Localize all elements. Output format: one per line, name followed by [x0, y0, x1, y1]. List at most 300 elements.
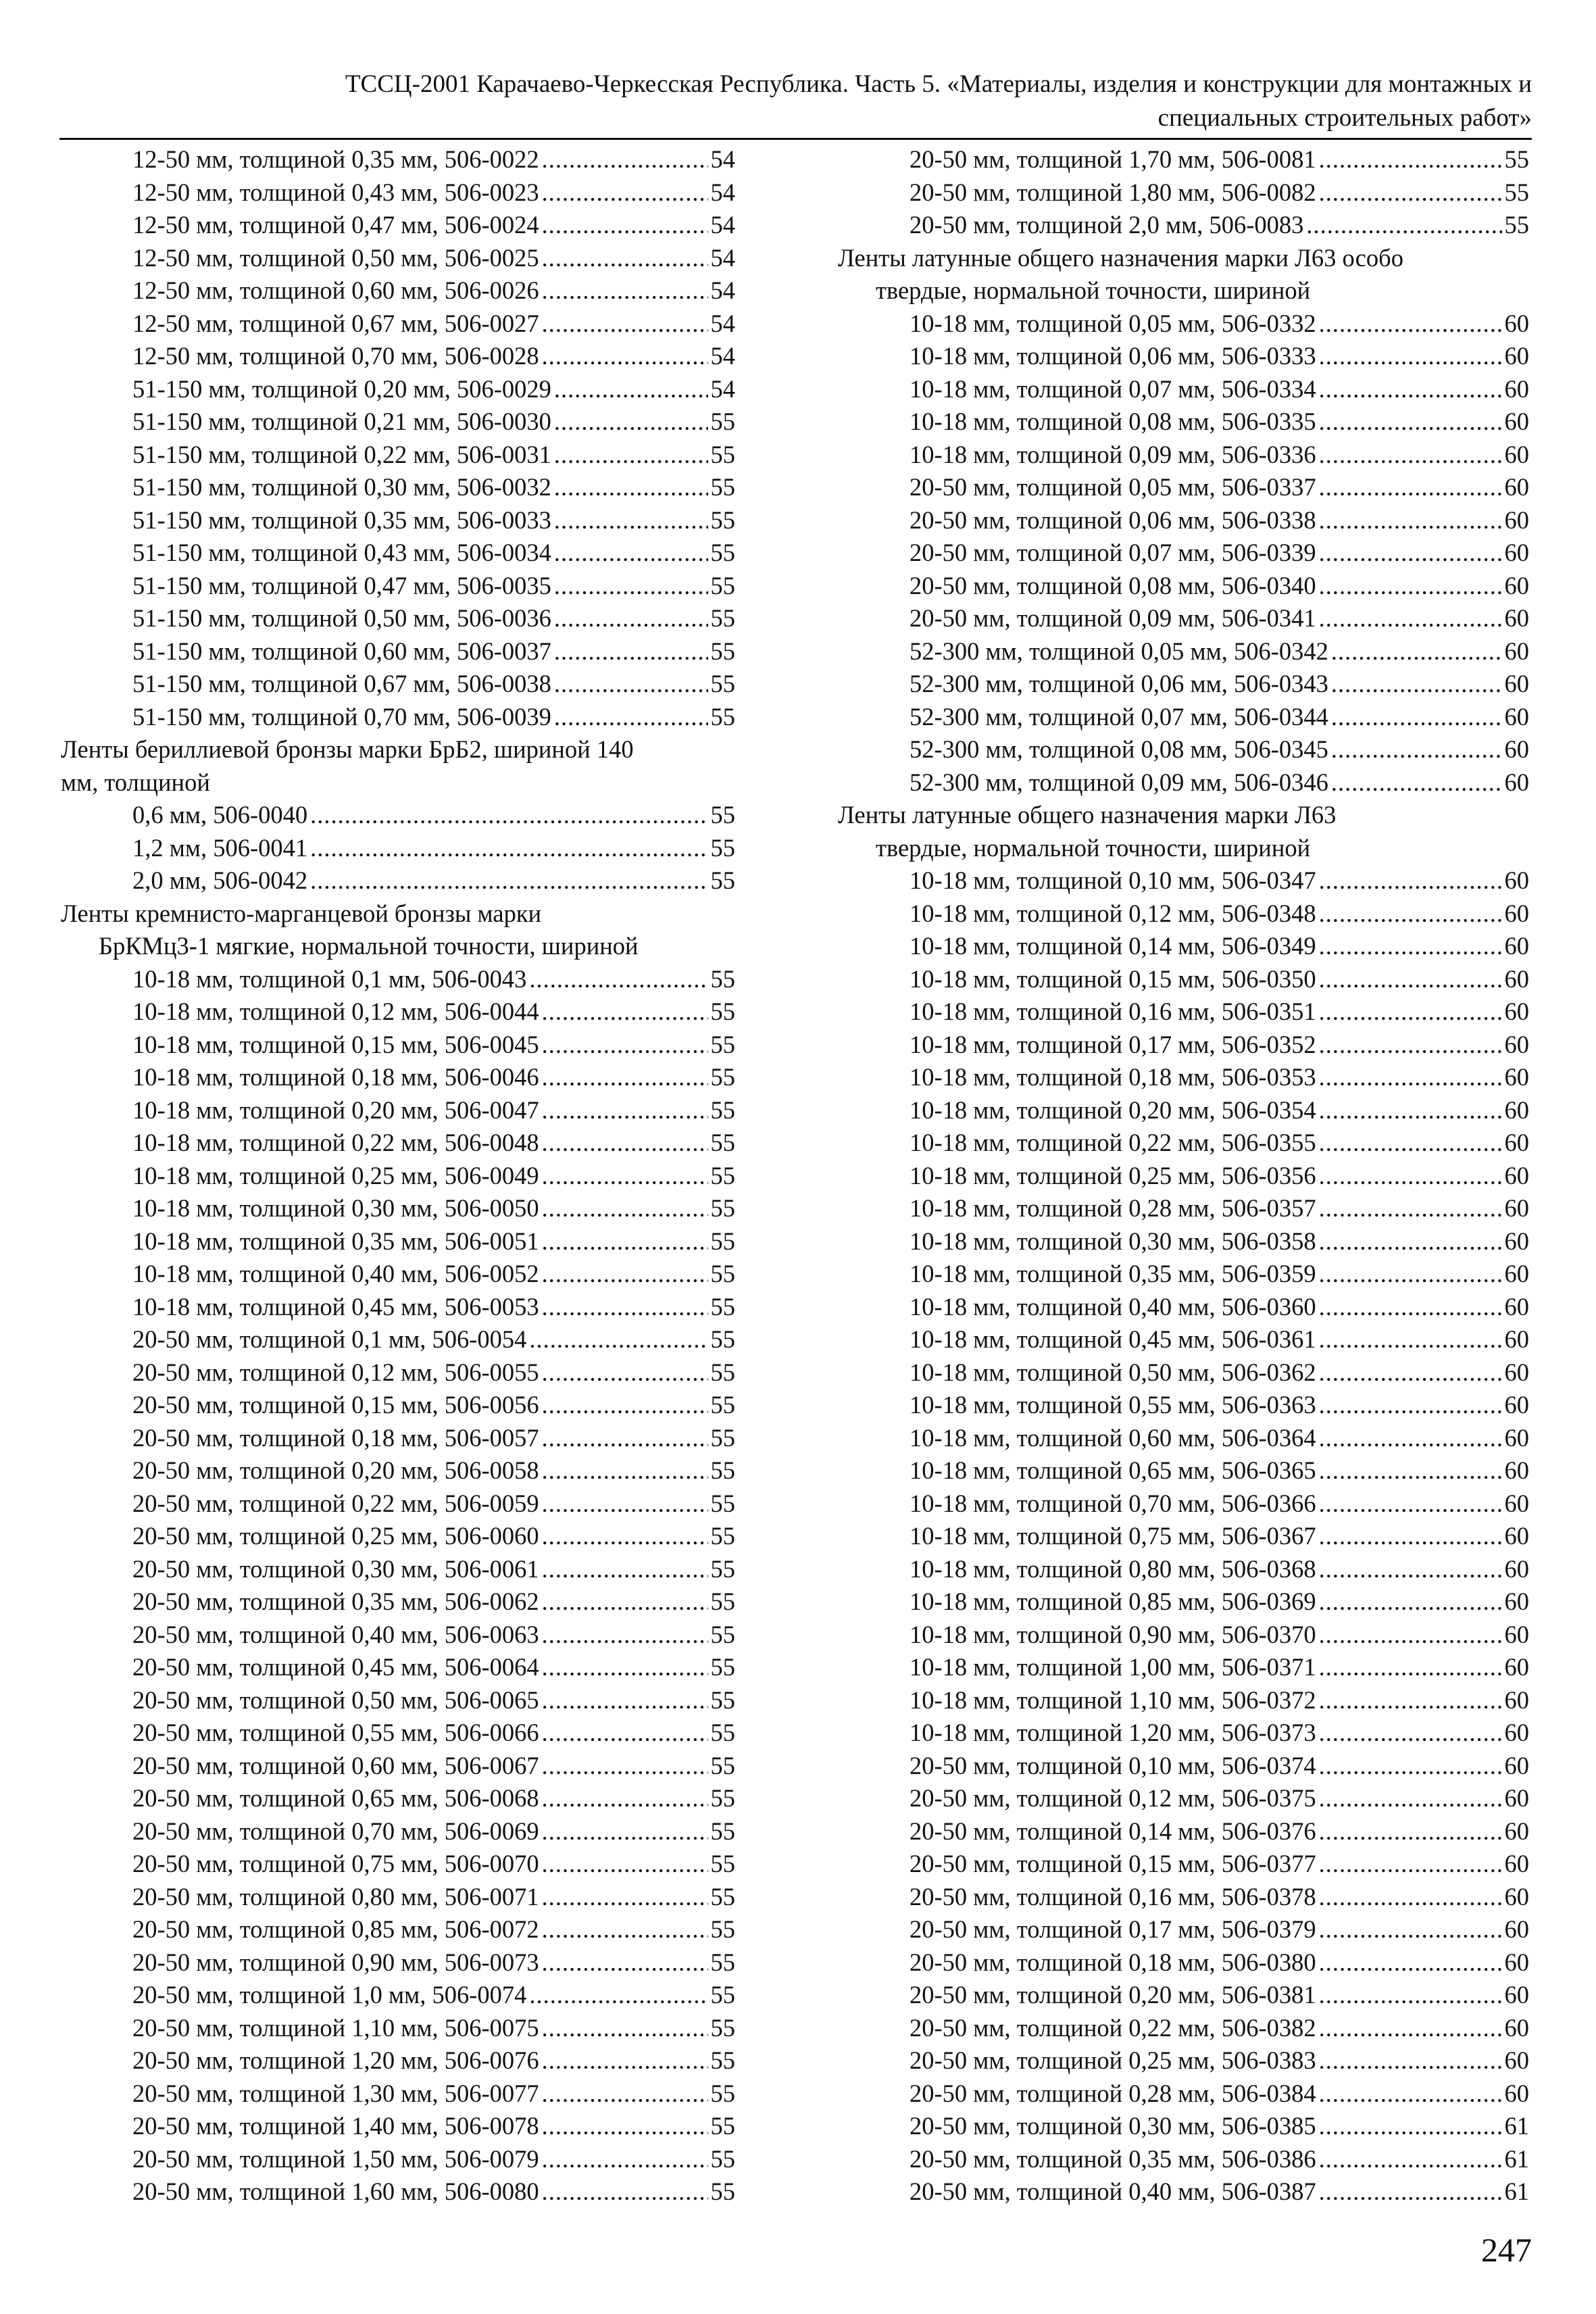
- section-heading: Ленты латунные общего назначения марки Л63 особо: [838, 243, 1403, 272]
- entry-text: 20-50 мм, толщиной 0,12 мм, 506-0375: [909, 1784, 1316, 1812]
- index-entry: [61, 1815, 735, 1848]
- dot-leader: [1319, 1127, 1502, 1160]
- index-entry: [838, 307, 1529, 341]
- entry-text: 51-150 мм, толщиной 0,60 мм, 506-0037: [132, 637, 551, 665]
- index-entry: [838, 1094, 1529, 1127]
- dot-leader: [542, 274, 708, 307]
- entry-text: 20-50 мм, толщиной 1,30 мм, 506-0077: [132, 2079, 539, 2107]
- entry-text: 20-50 мм, толщиной 1,20 мм, 506-0076: [132, 2046, 539, 2074]
- entry-page-ref: 60: [1504, 539, 1529, 566]
- dot-leader: [542, 995, 708, 1029]
- dot-leader: [1331, 733, 1502, 766]
- dot-leader: [554, 668, 708, 701]
- entry-text: 20-50 мм, толщиной 1,80 мм, 506-0082: [909, 178, 1316, 206]
- index-entry: [61, 1389, 735, 1422]
- entry-page-ref: 55: [710, 1489, 735, 1517]
- index-entry: [61, 143, 735, 176]
- entry-text: 20-50 мм, толщиной 0,90 мм, 506-0073: [132, 1948, 539, 1976]
- entry-text: 10-18 мм, толщиной 0,40 мм, 506-0360: [909, 1292, 1316, 1321]
- entry-page-ref: 55: [710, 1260, 735, 1287]
- index-entry: [838, 2143, 1529, 2176]
- index-entry: [61, 2044, 735, 2077]
- entry-text: 20-50 мм, толщиной 2,0 мм, 506-0083: [909, 211, 1304, 239]
- entry-page-ref: 60: [1504, 1554, 1529, 1583]
- section-heading: Ленты кремнисто-марганцевой бронзы марки: [61, 899, 542, 927]
- index-entry: [61, 1356, 735, 1389]
- index-entry: [838, 373, 1529, 406]
- dot-leader: [554, 405, 708, 439]
- dot-leader: [542, 1520, 708, 1553]
- entry-text: 20-50 мм, толщиной 0,25 мм, 506-0383: [909, 2046, 1316, 2074]
- dot-leader: [1306, 209, 1501, 242]
- index-entry: [61, 1979, 735, 2012]
- entry-text: 10-18 мм, толщиной 0,30 мм, 506-0358: [909, 1227, 1316, 1255]
- dot-leader: [542, 1848, 708, 1881]
- section-heading-continued: твердые, нормальной точности, шириной: [876, 276, 1311, 304]
- dot-leader: [1319, 1291, 1502, 1324]
- index-entry: [61, 1717, 735, 1750]
- index-entry: [61, 799, 735, 832]
- entry-page-ref: 55: [710, 1325, 735, 1353]
- index-entry: [61, 2175, 735, 2209]
- index-entry: [838, 143, 1529, 176]
- entry-page-ref: 60: [1504, 964, 1529, 993]
- entry-page-ref: 55: [710, 702, 735, 731]
- index-entry: [838, 963, 1529, 996]
- entry-text: 12-50 мм, толщиной 0,70 мм, 506-0028: [132, 342, 539, 370]
- index-entry: [61, 1782, 735, 1815]
- entry-page-ref: 60: [1504, 571, 1529, 599]
- entry-text: 20-50 мм, толщиной 0,12 мм, 506-0055: [132, 1358, 539, 1386]
- dot-leader: [1319, 1487, 1502, 1521]
- index-entry: [838, 930, 1529, 963]
- entry-page-ref: 60: [1504, 866, 1529, 894]
- dot-leader: [542, 1061, 708, 1094]
- entry-page-ref: 60: [1504, 1653, 1529, 1681]
- entry-page-ref: 60: [1504, 1456, 1529, 1484]
- index-entry: [61, 274, 735, 307]
- entry-text: 20-50 мм, толщиной 0,55 мм, 506-0066: [132, 1719, 539, 1746]
- dot-leader: [1319, 897, 1502, 931]
- index-entry: [838, 635, 1529, 668]
- index-entry: [61, 1553, 735, 1586]
- entry-text: 20-50 мм, толщиной 0,1 мм, 506-0054: [132, 1325, 527, 1353]
- entry-text: 10-18 мм, толщиной 0,08 мм, 506-0335: [909, 408, 1316, 435]
- entry-text: 20-50 мм, толщиной 0,14 мм, 506-0376: [909, 1817, 1316, 1845]
- index-entry: [838, 1585, 1529, 1619]
- entry-text: 10-18 мм, толщиной 0,14 мм, 506-0349: [909, 932, 1316, 960]
- index-entry: [838, 209, 1529, 242]
- entry-page-ref: 60: [1504, 342, 1529, 370]
- dot-leader: [542, 176, 708, 210]
- entry-text: 10-18 мм, толщиной 0,12 мм, 506-0348: [909, 899, 1316, 927]
- dot-leader: [1319, 1848, 1502, 1881]
- entry-text: 2,0 мм, 506-0042: [132, 866, 308, 894]
- dot-leader: [1319, 504, 1502, 537]
- index-entry: [838, 2077, 1529, 2111]
- index-entry: [838, 570, 1529, 603]
- dot-leader: [529, 1979, 707, 2012]
- entry-text: 52-300 мм, толщиной 0,09 мм, 506-0346: [909, 768, 1328, 796]
- section-heading: мм, толщиной: [61, 768, 210, 796]
- entry-page-ref: 54: [710, 309, 735, 337]
- dot-leader: [542, 1454, 708, 1487]
- entry-page-ref: 60: [1504, 1948, 1529, 1976]
- index-entry: [61, 1619, 735, 1652]
- running-header-line-1: ТССЦ-2001 Карачаево-Черкесская Республика. Часть 5. «Материалы, изделия и конструкции для монтажных и: [345, 70, 1532, 98]
- index-entry: [838, 1487, 1529, 1521]
- entry-text: 10-18 мм, толщиной 0,70 мм, 506-0366: [909, 1489, 1316, 1517]
- index-entry: [61, 2110, 735, 2143]
- index-entry: [838, 471, 1529, 504]
- index-entry: [61, 832, 735, 865]
- dot-leader: [542, 209, 708, 242]
- entry-text: 10-18 мм, толщиной 0,20 мм, 506-0354: [909, 1096, 1316, 1124]
- entry-text: 20-50 мм, толщиной 1,50 мм, 506-0079: [132, 2144, 539, 2173]
- dot-leader: [1319, 1684, 1502, 1717]
- dot-leader: [542, 1291, 708, 1324]
- entry-page-ref: 60: [1504, 1423, 1529, 1452]
- dot-leader: [1319, 1619, 1502, 1652]
- dot-leader: [1319, 1553, 1502, 1586]
- entry-text: 12-50 мм, толщиной 0,67 мм, 506-0027: [132, 309, 539, 337]
- entry-page-ref: 60: [1504, 1030, 1529, 1058]
- entry-text: 20-50 мм, толщиной 1,40 мм, 506-0078: [132, 2112, 539, 2140]
- entry-text: 20-50 мм, толщиной 0,75 мм, 506-0070: [132, 1850, 539, 1877]
- entry-page-ref: 54: [710, 374, 735, 403]
- entry-text: 20-50 мм, толщиной 1,60 мм, 506-0080: [132, 2177, 539, 2205]
- dot-leader: [1319, 2044, 1502, 2077]
- entry-text: 20-50 мм, толщиной 0,08 мм, 506-0340: [909, 571, 1316, 599]
- index-entry: [61, 2143, 735, 2176]
- entry-page-ref: 55: [1504, 178, 1529, 206]
- dot-leader: [1331, 668, 1502, 701]
- dot-leader: [554, 570, 708, 603]
- index-entry: [61, 1029, 735, 1062]
- entry-page-ref: 55: [710, 1096, 735, 1124]
- entry-text: 51-150 мм, толщиной 0,21 мм, 506-0030: [132, 408, 551, 435]
- dot-leader: [1331, 635, 1502, 668]
- entry-page-ref: 55: [710, 408, 735, 435]
- section-heading: Ленты бериллиевой бронзы марки БрБ2, шириной 140: [61, 735, 634, 763]
- index-entry: [61, 471, 735, 504]
- index-entry: [838, 340, 1529, 373]
- entry-page-ref: 60: [1504, 2079, 1529, 2107]
- entry-text: 12-50 мм, толщиной 0,35 мм, 506-0022: [132, 145, 539, 173]
- entry-page-ref: 55: [710, 1063, 735, 1091]
- entry-text: 20-50 мм, толщиной 0,16 мм, 506-0378: [909, 1882, 1316, 1911]
- entry-text: 10-18 мм, толщиной 0,06 мм, 506-0333: [909, 342, 1316, 370]
- dot-leader: [1319, 143, 1502, 176]
- dot-leader: [1319, 930, 1502, 963]
- dot-leader: [542, 1585, 708, 1619]
- entry-page-ref: 60: [1504, 1129, 1529, 1156]
- entry-text: 12-50 мм, толщиной 0,60 мм, 506-0026: [132, 276, 539, 304]
- entry-page-ref: 60: [1504, 998, 1529, 1025]
- index-entry: [838, 1881, 1529, 1914]
- dot-leader: [310, 799, 707, 832]
- entry-text: 52-300 мм, толщиной 0,08 мм, 506-0345: [909, 735, 1328, 763]
- page-number: 247: [1481, 2231, 1532, 2269]
- index-entry: [838, 733, 1529, 766]
- index-entry: [61, 701, 735, 734]
- entry-page-ref: 60: [1504, 1096, 1529, 1124]
- entry-text: 20-50 мм, толщиной 0,18 мм, 506-0057: [132, 1423, 539, 1452]
- entry-text: 20-50 мм, толщиной 0,65 мм, 506-0068: [132, 1784, 539, 1812]
- entry-text: 10-18 мм, толщиной 0,90 мм, 506-0370: [909, 1620, 1316, 1648]
- entry-page-ref: 55: [710, 506, 735, 534]
- index-entry: [838, 1782, 1529, 1815]
- entry-text: 10-18 мм, толщиной 0,1 мм, 506-0043: [132, 964, 527, 993]
- dot-leader: [542, 1782, 708, 1815]
- entry-text: 20-50 мм, толщиной 0,30 мм, 506-0061: [132, 1554, 539, 1583]
- index-entry: [838, 1651, 1529, 1684]
- entry-text: 10-18 мм, толщиной 0,15 мм, 506-0045: [132, 1030, 539, 1058]
- entry-page-ref: 61: [1504, 2112, 1529, 2140]
- entry-page-ref: 60: [1504, 1784, 1529, 1812]
- entry-text: 20-50 мм, толщиной 0,40 мм, 506-0387: [909, 2177, 1316, 2205]
- entry-text: 51-150 мм, толщиной 0,50 мм, 506-0036: [132, 604, 551, 632]
- dot-leader: [542, 340, 708, 373]
- index-entry: [61, 242, 735, 275]
- entry-page-ref: 60: [1504, 1719, 1529, 1746]
- index-entry: [61, 1061, 735, 1094]
- entry-text: 51-150 мм, толщиной 0,67 мм, 506-0038: [132, 670, 551, 697]
- entry-page-ref: 60: [1504, 1194, 1529, 1222]
- index-entry: [838, 766, 1529, 799]
- entry-page-ref: 55: [710, 670, 735, 697]
- index-entry: [61, 1946, 735, 1979]
- dot-leader: [542, 143, 708, 176]
- entry-page-ref: 55: [710, 604, 735, 632]
- entry-text: 20-50 мм, толщиной 0,20 мм, 506-0058: [132, 1456, 539, 1484]
- dot-leader: [542, 2175, 708, 2209]
- dot-leader: [1319, 176, 1502, 210]
- left-column: [61, 143, 735, 2209]
- running-header-line-2: специальных строительных работ»: [1157, 104, 1532, 132]
- index-entry: [61, 2012, 735, 2045]
- dot-leader: [1319, 1913, 1502, 1946]
- index-entry: [838, 1684, 1529, 1717]
- dot-leader: [542, 1750, 708, 1783]
- dot-leader: [1319, 1356, 1502, 1389]
- entry-text: 20-50 мм, толщиной 0,20 мм, 506-0381: [909, 1981, 1316, 2009]
- entry-page-ref: 55: [710, 1685, 735, 1714]
- index-entry: [61, 2077, 735, 2111]
- index-entry: [838, 1422, 1529, 1455]
- index-entry: [838, 2175, 1529, 2209]
- entry-page-ref: 55: [710, 1030, 735, 1058]
- dot-leader: [1319, 864, 1502, 897]
- index-entry: [838, 1291, 1529, 1324]
- dot-leader: [542, 1192, 708, 1225]
- entry-page-ref: 55: [710, 1817, 735, 1845]
- header-divider: [59, 138, 1532, 140]
- index-entry: [61, 570, 735, 603]
- index-entry: [61, 1422, 735, 1455]
- entry-page-ref: 60: [1504, 440, 1529, 468]
- index-entry: [61, 1848, 735, 1881]
- dot-leader: [1319, 1192, 1502, 1225]
- entry-page-ref: 55: [710, 1456, 735, 1484]
- dot-leader: [542, 1717, 708, 1750]
- dot-leader: [1319, 307, 1502, 341]
- dot-leader: [1319, 1225, 1502, 1258]
- index-entry: [61, 1258, 735, 1291]
- dot-leader: [542, 1684, 708, 1717]
- entry-page-ref: 60: [1504, 768, 1529, 796]
- entry-page-ref: 54: [710, 342, 735, 370]
- dot-leader: [1319, 995, 1502, 1029]
- entry-text: 10-18 мм, толщиной 0,09 мм, 506-0336: [909, 440, 1316, 468]
- entry-text: 1,2 мм, 506-0041: [132, 833, 308, 862]
- index-entry: [61, 1750, 735, 1783]
- entry-text: 20-50 мм, толщиной 0,25 мм, 506-0060: [132, 1522, 539, 1550]
- entry-page-ref: 55: [1504, 145, 1529, 173]
- entry-text: 10-18 мм, толщиной 0,65 мм, 506-0365: [909, 1456, 1316, 1484]
- entry-text: 10-18 мм, толщиной 0,45 мм, 506-0053: [132, 1292, 539, 1321]
- index-entry: [61, 635, 735, 668]
- entry-text: 10-18 мм, толщиной 0,40 мм, 506-0052: [132, 1260, 539, 1287]
- entry-page-ref: 60: [1504, 1981, 1529, 2009]
- entry-page-ref: 60: [1504, 1292, 1529, 1321]
- entry-page-ref: 54: [710, 145, 735, 173]
- dot-leader: [529, 1323, 707, 1356]
- index-entry: [838, 405, 1529, 439]
- index-entry: [838, 1356, 1529, 1389]
- entry-text: 0,6 мм, 506-0040: [132, 801, 308, 829]
- entry-text: 51-150 мм, толщиной 0,22 мм, 506-0031: [132, 440, 551, 468]
- entry-page-ref: 55: [710, 2112, 735, 2140]
- entry-text: 10-18 мм, толщиной 0,45 мм, 506-0361: [909, 1325, 1316, 1353]
- index-entry: [61, 1323, 735, 1356]
- dot-leader: [1319, 1717, 1502, 1750]
- entry-text: 10-18 мм, толщиной 0,85 мм, 506-0369: [909, 1587, 1316, 1615]
- entry-page-ref: 60: [1504, 1358, 1529, 1386]
- index-entry: [838, 1029, 1529, 1062]
- entry-page-ref: 60: [1504, 2046, 1529, 2074]
- entry-page-ref: 55: [710, 539, 735, 566]
- dot-leader: [542, 1487, 708, 1521]
- running-header: [61, 68, 1532, 135]
- entry-text: 51-150 мм, толщиной 0,47 мм, 506-0035: [132, 571, 551, 599]
- entry-page-ref: 60: [1504, 1063, 1529, 1091]
- entry-page-ref: 60: [1504, 735, 1529, 763]
- entry-page-ref: 60: [1504, 473, 1529, 501]
- index-entry: [838, 1979, 1529, 2012]
- entry-page-ref: 55: [710, 473, 735, 501]
- entry-page-ref: 55: [710, 2177, 735, 2205]
- entry-page-ref: 55: [710, 2144, 735, 2173]
- entry-page-ref: 55: [710, 1719, 735, 1746]
- entry-text: 51-150 мм, толщиной 0,35 мм, 506-0033: [132, 506, 551, 534]
- entry-page-ref: 60: [1504, 899, 1529, 927]
- index-entry: [838, 1946, 1529, 1979]
- dot-leader: [1319, 1061, 1502, 1094]
- entry-page-ref: 60: [1504, 1751, 1529, 1779]
- index-entry: [838, 864, 1529, 897]
- entry-page-ref: 55: [710, 1587, 735, 1615]
- index-entry: [838, 1127, 1529, 1160]
- index-entry: [61, 1454, 735, 1487]
- entry-text: 12-50 мм, толщиной 0,43 мм, 506-0023: [132, 178, 539, 206]
- entry-page-ref: 55: [710, 1423, 735, 1452]
- dot-leader: [542, 1913, 708, 1946]
- dot-leader: [542, 1946, 708, 1979]
- entry-text: 20-50 мм, толщиной 0,22 мм, 506-0059: [132, 1489, 539, 1517]
- dot-leader: [1319, 602, 1502, 635]
- index-entry: [61, 1913, 735, 1946]
- dot-leader: [542, 1225, 708, 1258]
- entry-page-ref: 55: [710, 1882, 735, 1911]
- dot-leader: [542, 1258, 708, 1291]
- entry-text: 20-50 мм, толщиной 0,40 мм, 506-0063: [132, 1620, 539, 1648]
- entry-page-ref: 55: [710, 637, 735, 665]
- dot-leader: [554, 439, 708, 472]
- entry-page-ref: 60: [1504, 309, 1529, 337]
- dot-leader: [542, 1356, 708, 1389]
- entry-page-ref: 55: [710, 1948, 735, 1976]
- entry-page-ref: 60: [1504, 1817, 1529, 1845]
- dot-leader: [1319, 570, 1502, 603]
- index-entry: [838, 176, 1529, 210]
- section-heading: Ленты латунные общего назначения марки Л63: [838, 801, 1337, 829]
- dot-leader: [1319, 1094, 1502, 1127]
- entry-text: 20-50 мм, толщиной 0,35 мм, 506-0386: [909, 2144, 1316, 2173]
- entry-text: 51-150 мм, толщиной 0,43 мм, 506-0034: [132, 539, 551, 566]
- dot-leader: [554, 602, 708, 635]
- entry-page-ref: 55: [710, 1850, 735, 1877]
- entry-text: 20-50 мм, толщиной 0,80 мм, 506-0071: [132, 1882, 539, 1911]
- dot-leader: [542, 242, 708, 275]
- dot-leader: [542, 1094, 708, 1127]
- entry-page-ref: 60: [1504, 1685, 1529, 1714]
- index-entry: [61, 1225, 735, 1258]
- entry-text: 10-18 мм, толщиной 0,60 мм, 506-0364: [909, 1423, 1316, 1452]
- dot-leader: [1319, 340, 1502, 373]
- entry-page-ref: 55: [710, 1194, 735, 1222]
- entry-page-ref: 60: [1504, 1489, 1529, 1517]
- dot-leader: [1319, 1520, 1502, 1553]
- section-heading-continued: твердые, нормальной точности, шириной: [876, 833, 1311, 862]
- entry-page-ref: 55: [710, 998, 735, 1025]
- index-entry: [838, 1192, 1529, 1225]
- entry-page-ref: 55: [710, 1784, 735, 1812]
- dot-leader: [1319, 1422, 1502, 1455]
- index-entry: [61, 537, 735, 570]
- entry-page-ref: 61: [1504, 2177, 1529, 2205]
- dot-leader: [1319, 1389, 1502, 1422]
- index-entry: [838, 504, 1529, 537]
- entry-page-ref: 55: [710, 1915, 735, 1943]
- entry-page-ref: 60: [1504, 1587, 1529, 1615]
- entry-text: 10-18 мм, толщиной 0,30 мм, 506-0050: [132, 1194, 539, 1222]
- entry-page-ref: 55: [710, 1227, 735, 1255]
- index-entry: [838, 2012, 1529, 2045]
- entry-text: 10-18 мм, толщиной 0,22 мм, 506-0355: [909, 1129, 1316, 1156]
- entry-text: 20-50 мм, толщиной 1,70 мм, 506-0081: [909, 145, 1316, 173]
- entry-page-ref: 54: [710, 178, 735, 206]
- entry-text: 10-18 мм, толщиной 0,12 мм, 506-0044: [132, 998, 539, 1025]
- entry-text: 20-50 мм, толщиной 0,50 мм, 506-0065: [132, 1685, 539, 1714]
- entry-text: 20-50 мм, толщиной 0,18 мм, 506-0380: [909, 1948, 1316, 1976]
- index-entry: [61, 668, 735, 701]
- entry-page-ref: 55: [710, 1161, 735, 1189]
- entry-page-ref: 54: [710, 211, 735, 239]
- index-entry: [838, 1258, 1529, 1291]
- entry-page-ref: 60: [1504, 1882, 1529, 1911]
- entry-text: 12-50 мм, толщиной 0,50 мм, 506-0025: [132, 243, 539, 272]
